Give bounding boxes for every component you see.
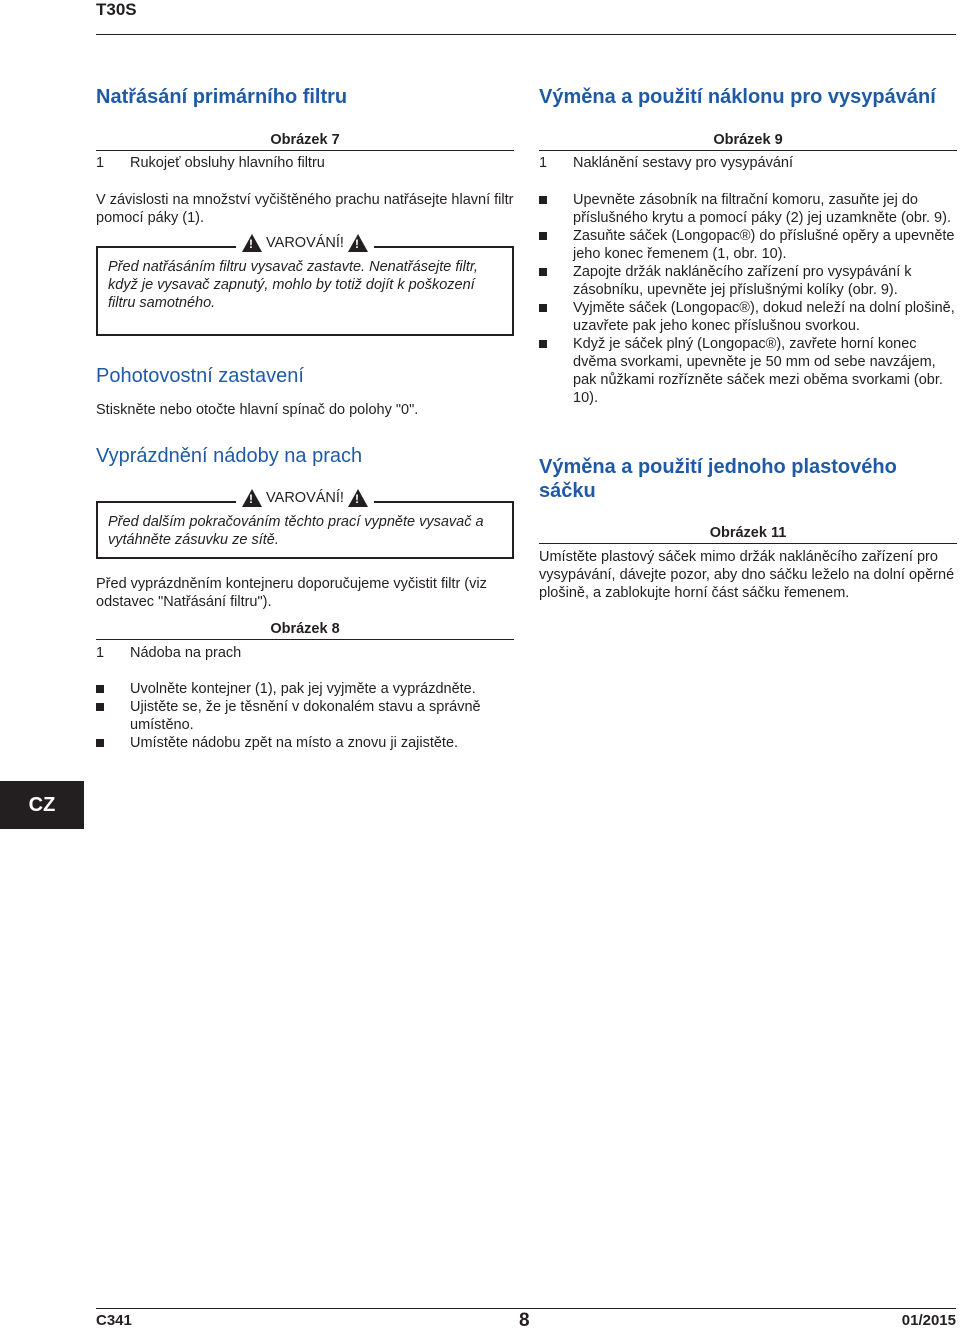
figure-11-title: Obrázek 11 (539, 525, 957, 544)
footer-date: 01/2015 (901, 1312, 956, 1329)
section-title-emergency-stop: Pohotovostní zastavení (96, 365, 304, 387)
warning-icon (348, 489, 368, 507)
warning-header (98, 489, 512, 512)
warning-icon (242, 489, 262, 507)
section-title-tilt-exchange: Výměna a použití náklonu pro vysypávání (539, 86, 936, 108)
language-tab: CZ (0, 781, 84, 829)
tilt-steps-list (539, 191, 957, 407)
figure-7-title: Obrázek 7 (96, 132, 514, 151)
item-number: 1 (539, 155, 548, 171)
figure-7-item (96, 154, 514, 172)
list-item: Zasuňte sáček (Longopac®) do příslušné opěry a upevněte jeho konec řemenem (1, obr. 10). (539, 227, 957, 263)
model-name: T30S (96, 0, 137, 19)
item-text: Rukojeť obsluhy hlavního filtru (130, 155, 325, 171)
warning-text: Před natřásáním filtru vysavač zastavte. Nenatřásejte filtr, když je vysavač zapnutý, mohlo by totiž dojít k poškození filtru samotného. (108, 259, 478, 311)
list-item: Uvolněte kontejner (1), pak jej vyjměte a vyprázdněte. (96, 680, 514, 698)
emergency-stop-paragraph: Stiskněte nebo otočte hlavní spínač do polohy "0". (96, 402, 419, 418)
figure-8-title: Obrázek 8 (96, 621, 514, 640)
page-number: 8 (519, 1310, 530, 1331)
list-item: Vyjměte sáček (Longopac®), dokud neleží na dolní plošině, uzavřete pak jeho konec příslušnou svorkou. (539, 299, 957, 335)
figure-9-title: Obrázek 9 (539, 132, 957, 151)
item-number: 1 (96, 645, 105, 661)
footer-code: C341 (96, 1312, 132, 1329)
plastic-bag-paragraph: Umístěte plastový sáček mimo držák nakláněcího zařízení pro vysypávání, dávejte pozor, aby dno sáčku leželo na dolní opěrné plošině, a zablokujte horní část sáčku řemenem. (539, 549, 955, 601)
section-title-plastic-bag: Výměna a použití jednoho plastového sáčku (539, 456, 897, 502)
list-item: Umístěte nádobu zpět na místo a znovu ji zajistěte. (96, 734, 514, 752)
footer-rule (96, 1308, 956, 1309)
warning-label: VAROVÁNÍ! (266, 235, 344, 251)
item-text: Naklánění sestavy pro vysypávání (573, 155, 794, 171)
emptying-paragraph: Před vyprázdněním kontejneru doporučujeme vyčistit filtr (viz odstavec "Natřásání filtru"). (96, 576, 487, 610)
section-title-emptying-container: Vyprázdnění nádoby na prach (96, 445, 363, 467)
warning-header (98, 234, 512, 257)
warning-icon (242, 234, 262, 252)
warning-text: Před dalším pokračováním těchto prací vypněte vysavač a vytáhněte zásuvku ze sítě. (108, 514, 484, 548)
list-item: Když je sáček plný (Longopac®), zavřete horní konec dvěma svorkami, upevněte je 50 mm od sebe navzájem, pak nůžkami rozřízněte sáček mezi oběma svorkami (obr. 10). (539, 335, 957, 407)
section-title-shaking-filter: Natřásání primárního filtru (96, 86, 348, 108)
warning-label: VAROVÁNÍ! (266, 490, 344, 506)
list-item: Upevněte zásobník na filtrační komoru, zasuňte jej do příslušného krytu a pomocí páky (2) jej uzamkněte (obr. 9). (539, 191, 957, 227)
item-number: 1 (96, 155, 105, 171)
warning-icon (348, 234, 368, 252)
header-rule (96, 34, 956, 35)
figure-9-item (539, 154, 957, 172)
list-item: Zapojte držák nakláněcího zařízení pro vysypávání k zásobníku, upevněte jej příslušnými kolíky (obr. 9). (539, 263, 957, 299)
shaking-filter-paragraph: V závislosti na množství vyčištěného prachu natřásejte hlavní filtr pomocí páky (1). (96, 192, 514, 226)
figure-8-item (96, 644, 514, 662)
list-item: Ujistěte se, že je těsnění v dokonalém stavu a správně umístěno. (96, 698, 514, 734)
emptying-steps-list (96, 680, 514, 752)
item-text: Nádoba na prach (130, 645, 242, 661)
warning-box-shaking (96, 235, 514, 336)
warning-box-emptying (96, 490, 514, 559)
